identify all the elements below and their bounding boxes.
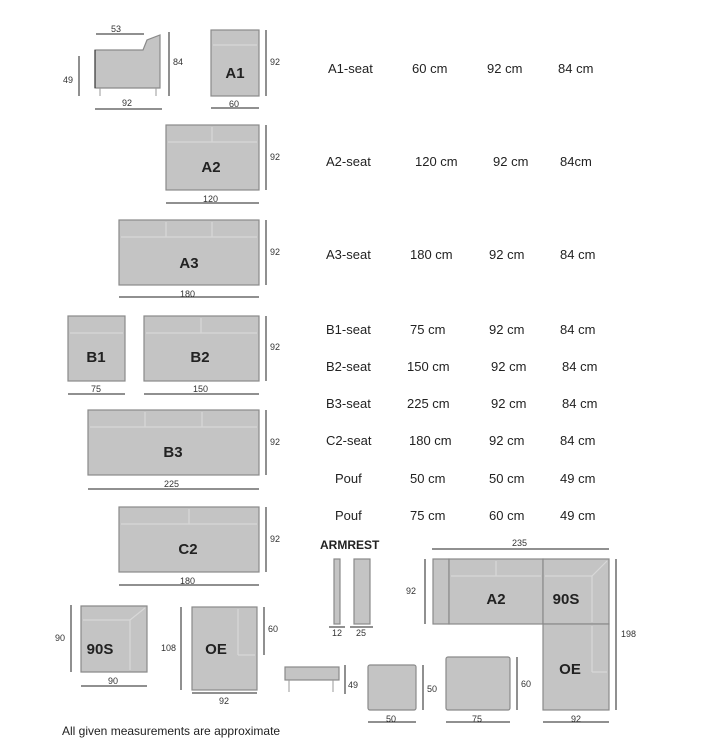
a1-label: A1 <box>225 65 245 82</box>
dim-label: 150 <box>193 384 209 394</box>
dim-label: 120 <box>203 194 219 204</box>
dim-label: 60 <box>229 99 240 109</box>
dim-label: 12 <box>332 628 343 638</box>
dim-label: 92 <box>270 437 281 447</box>
dim-label: 92 <box>270 342 281 352</box>
dim-label: 92 <box>406 586 417 596</box>
c2-module <box>119 507 266 585</box>
b3-module <box>88 410 266 489</box>
dim-label: 84 <box>173 57 184 67</box>
dim-label: 92 <box>571 714 582 724</box>
armrest-title: ARMREST <box>320 538 380 552</box>
dim-label: 92 <box>219 696 230 706</box>
svg-text:OE: OE <box>205 641 227 658</box>
dim-label: 180 <box>180 576 196 586</box>
dim-label: 49 <box>348 680 359 690</box>
pouf-large <box>446 657 517 722</box>
svg-text:90S: 90S <box>552 591 580 608</box>
dim-label: 49 <box>63 75 74 85</box>
oe-module <box>181 607 264 693</box>
b2-module <box>144 316 266 394</box>
furniture-dimensions-sheet: A1 A2 A3 B1 B2 B3 C2 90S OE A2 90S OE 53 49 84 92 92 60 92 120 92 180 75 150 92 92 225 92 180 90 90 108 60 92 12 25 49 50 50 75 60 235 92 198 92 ARMREST A1-seat 60 cm 92 cm 84 cm A2-seat 120 cm 92 cm 84cm A3-seat 180 cm 92 cm 84 cm B1-seat 75 cm 92 cm 84 cm B2-seat 150 cm 92 cm 84 cm B3-seat 225 cm 92 cm 84 cm C2-seat 180 cm 92 cm 84 cm Pouf 50 cm 50 cm 49 cm Pouf 75 cm 60 cm 49 cm All given measurements are approximate <box>0 0 726 740</box>
svg-text:OE: OE <box>559 661 581 678</box>
dim-label: 53 <box>111 24 122 34</box>
dim-label: 50 <box>427 684 438 694</box>
dim-label: 108 <box>161 643 177 653</box>
dim-label: 92 <box>270 57 281 67</box>
svg-text:B1: B1 <box>86 349 106 366</box>
dim-label: 180 <box>180 289 196 299</box>
svg-text:A2: A2 <box>201 159 221 176</box>
dim-label: 198 <box>621 629 637 639</box>
dim-label: 50 <box>386 714 397 724</box>
svg-text:B3: B3 <box>163 444 183 461</box>
pouf-side-view <box>285 665 345 694</box>
dim-label: 235 <box>512 538 528 548</box>
svg-text:90S: 90S <box>86 641 114 658</box>
a1-module <box>211 30 266 108</box>
s90-module <box>71 605 147 686</box>
dim-label: 60 <box>521 679 532 689</box>
dim-label: 92 <box>270 152 281 162</box>
b1-module <box>68 316 125 394</box>
dim-label: 75 <box>91 384 102 394</box>
footnote: All given measurements are approximate <box>62 724 281 738</box>
a2-module <box>166 125 266 203</box>
dim-label: 75 <box>472 714 483 724</box>
dim-label: 60 <box>268 624 279 634</box>
dim-label: 90 <box>108 676 119 686</box>
svg-text:B2: B2 <box>190 349 210 366</box>
dim-label: 225 <box>164 479 180 489</box>
svg-text:A3: A3 <box>179 255 199 272</box>
a3-module <box>119 220 266 297</box>
dim-label: 90 <box>55 633 66 643</box>
dim-label: 92 <box>270 534 281 544</box>
dim-label: 25 <box>356 628 367 638</box>
dim-label: 92 <box>122 98 133 108</box>
svg-text:C2: C2 <box>178 541 198 558</box>
armrests <box>329 559 373 627</box>
svg-text:A2: A2 <box>486 591 506 608</box>
dim-label: 92 <box>270 247 281 257</box>
